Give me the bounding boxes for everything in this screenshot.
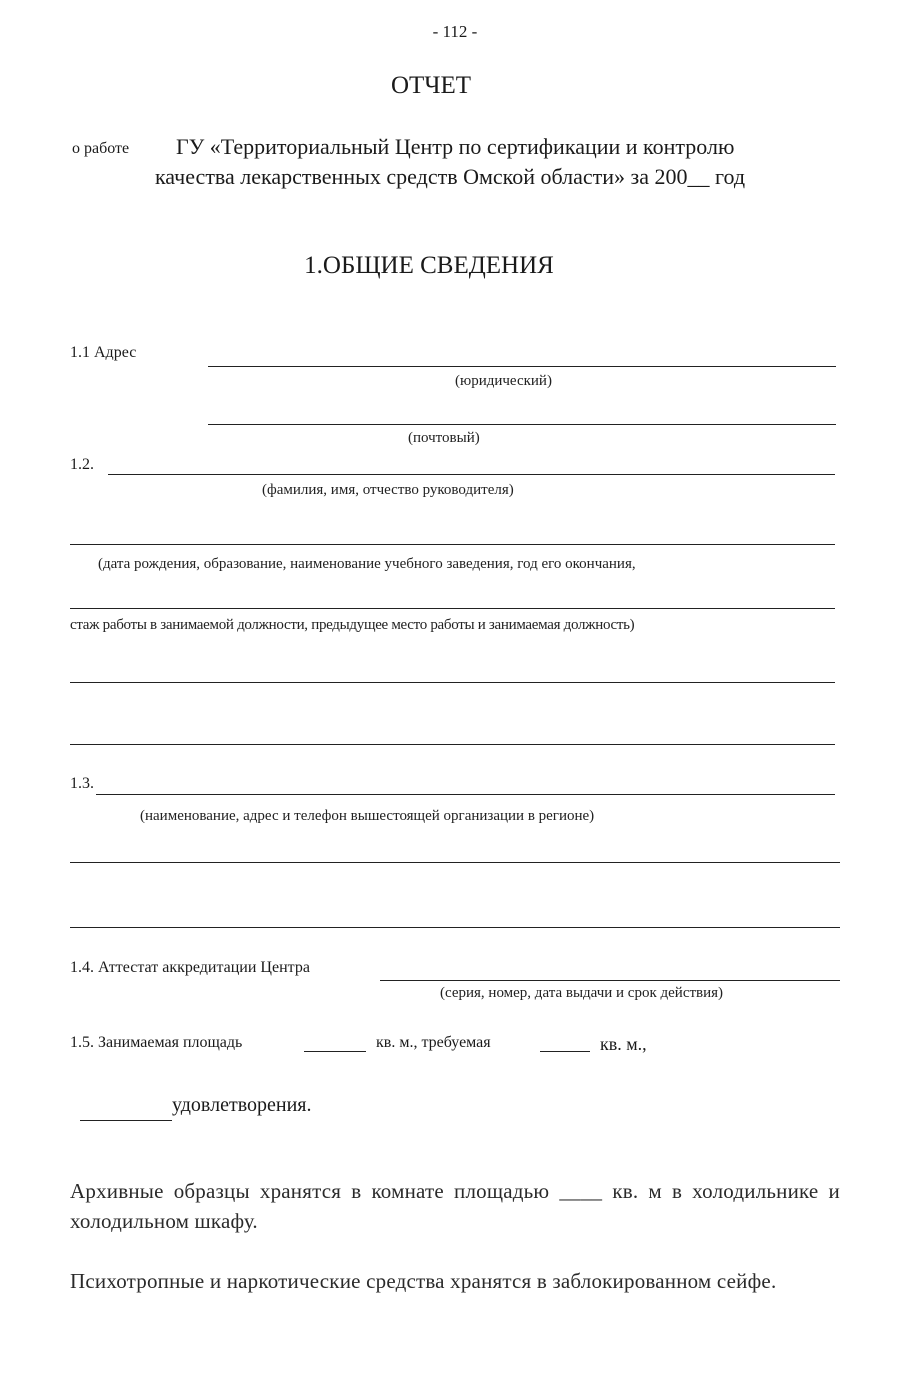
required-area-blank[interactable] — [540, 1051, 590, 1052]
accreditation-line[interactable] — [380, 980, 840, 981]
section-heading: 1.ОБЩИЕ СВЕДЕНИЯ — [304, 252, 554, 279]
field-1-2-label: 1.2. — [70, 456, 94, 473]
occupied-area-blank[interactable] — [304, 1051, 366, 1052]
field-1-4-label: 1.4. Аттестат аккредитации Центра — [70, 959, 310, 976]
field-1-3-label: 1.3. — [70, 775, 94, 792]
director-name-caption: (фамилия, имя, отчество руководителя) — [262, 482, 514, 498]
parent-org-line-3[interactable] — [70, 927, 840, 928]
director-info-line-1[interactable] — [70, 544, 835, 545]
address-legal-caption: (юридический) — [455, 373, 552, 389]
director-info-caption-1: (дата рождения, образование, наименование учебного заведения, год его окончания, — [98, 556, 636, 572]
address-postal-line[interactable] — [208, 424, 836, 425]
subtitle-prefix: о работе — [72, 140, 130, 157]
director-info-line-2[interactable] — [70, 608, 835, 609]
address-legal-line[interactable] — [208, 366, 836, 367]
director-info-line-4[interactable] — [70, 744, 835, 745]
subtitle-line-2: качества лекарственных средств Омской области» за 200__ год — [154, 164, 746, 189]
parent-org-line[interactable] — [96, 794, 835, 795]
page-number: - 112 - — [432, 22, 478, 41]
accreditation-caption: (серия, номер, дата выдачи и срок действия) — [440, 985, 724, 1001]
parent-org-caption: (наименование, адрес и телефон вышестоящей организации в регионе) — [140, 808, 595, 824]
archive-storage-paragraph: Архивные образцы хранятся в комнате площадью ____ кв. м в холодильнике и холодильном шкафу. — [70, 1179, 840, 1233]
satisfaction-label: удовлетворения. — [172, 1094, 312, 1116]
parent-org-line-2[interactable] — [70, 862, 840, 863]
document-title: ОТЧЕТ — [390, 72, 472, 99]
subtitle-line-1: ГУ «Территориальный Центр по сертификации и контролю — [176, 134, 735, 159]
address-postal-caption: (почтовый) — [408, 430, 480, 446]
director-info-line-3[interactable] — [70, 682, 835, 683]
director-info-caption-2: стаж работы в занимаемой должности, предыдущее место работы и занимаемая должность) — [70, 617, 635, 633]
psychotropic-storage-paragraph: Психотропные и наркотические средства хранятся в заблокированном сейфе. — [70, 1269, 777, 1293]
director-name-line[interactable] — [108, 474, 835, 475]
field-1-1-label: 1.1 Адрес — [70, 344, 137, 361]
satisfaction-percent-blank[interactable] — [80, 1120, 172, 1121]
area-unit-required-label: кв. м., требуемая — [376, 1034, 491, 1051]
area-unit-label: кв. м., — [600, 1034, 647, 1054]
field-1-5-label: 1.5. Занимаемая площадь — [70, 1034, 243, 1051]
